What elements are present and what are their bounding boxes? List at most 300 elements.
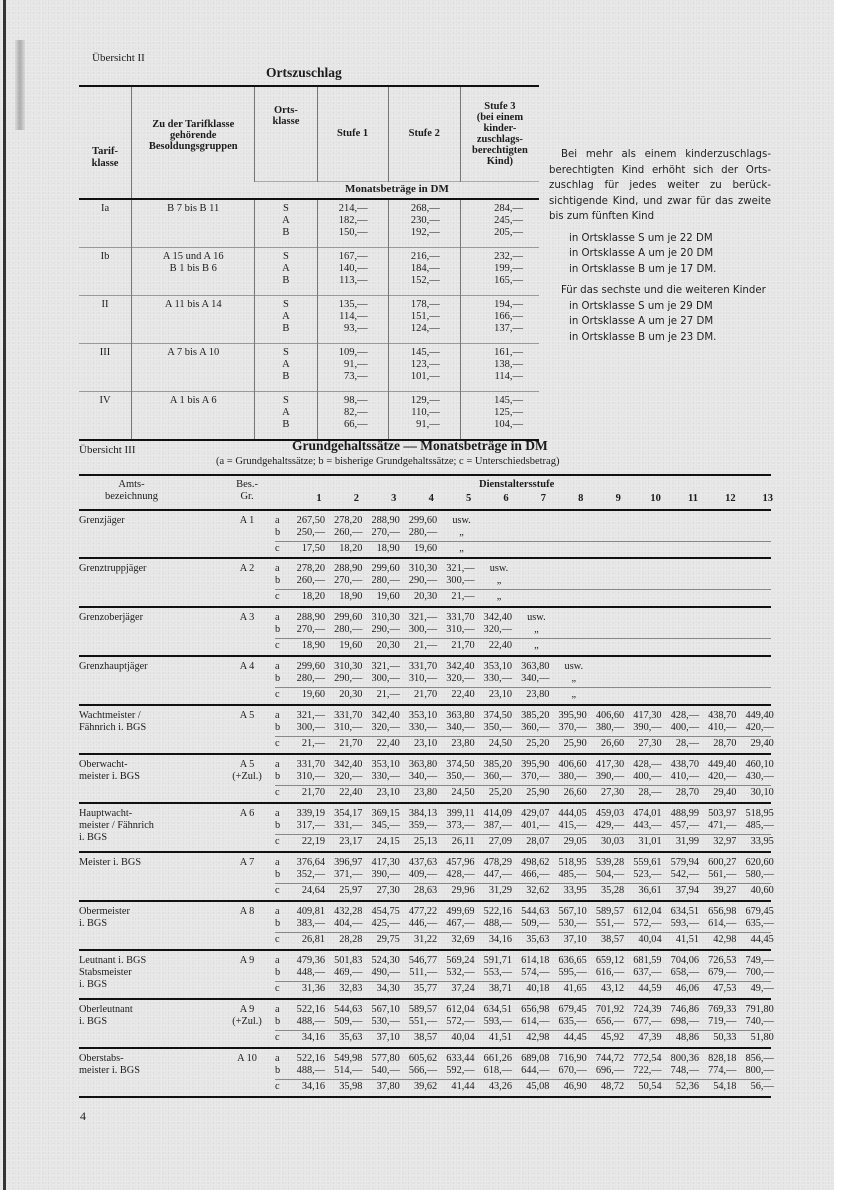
row-letter: a [275, 955, 280, 966]
salary-row-a [275, 1004, 774, 1016]
salary-row-a [275, 857, 774, 869]
page-fold-shadow [15, 40, 25, 130]
row-letter: c [275, 933, 280, 945]
salary-value: 503,97 [708, 808, 737, 819]
stufe1-value: 82,— [344, 406, 368, 418]
salary-value: 17,50 [301, 542, 325, 554]
besoldungsgruppen-cell [132, 248, 255, 296]
salary-value: 28,07 [526, 835, 550, 847]
note-list-2-item: in Ortsklasse S um je 29 DM [569, 300, 713, 312]
salary-value: 679,45 [558, 1004, 587, 1015]
salary-value: 572,— [633, 917, 662, 929]
salary-value: 410,— [670, 770, 699, 782]
amtsbezeichnung-text: Meister i. BGS [79, 857, 142, 868]
salary-value: 49,— [750, 982, 774, 994]
salary-value: 350,— [483, 721, 512, 733]
salary-value: 35,28 [601, 884, 625, 896]
salary-value: 698,— [670, 1015, 699, 1027]
salary-value: 443,— [633, 819, 662, 831]
header-stufe-3-text: Stufe 3 (bei einem kinder- zuschlags- berechtigten Kind) [472, 100, 528, 168]
stufe3-cell [460, 199, 539, 248]
salary-value: 574,— [521, 966, 550, 978]
header-step: 5 [465, 493, 472, 504]
besoldungsgruppe [222, 759, 272, 783]
header-step: 4 [428, 493, 434, 504]
salary-value: 471,— [708, 819, 737, 831]
besoldungsgruppe-text: A 2 [239, 563, 255, 574]
salary-value: 30,03 [601, 835, 625, 847]
salary-value: 290,— [334, 672, 363, 684]
besoldungsgruppe [222, 1004, 272, 1028]
salary-value: 33,95 [750, 835, 774, 847]
salary-value: 406,60 [595, 710, 625, 721]
stufe1-value: 167,— [338, 251, 368, 262]
salary-value: 48,86 [675, 1031, 699, 1043]
salary-value: 20,30 [376, 639, 400, 651]
salary-row-b [275, 1064, 774, 1077]
salary-value: 457,— [670, 819, 699, 831]
salary-value: 345,— [371, 819, 400, 831]
salary-value: 404,— [334, 917, 363, 929]
salary-value: 498,62 [521, 857, 550, 868]
row-letter: c [275, 982, 280, 994]
salary-value: 415,— [558, 819, 587, 831]
salary-value: 438,70 [708, 710, 737, 721]
amtsbezeichnung [79, 906, 229, 930]
salary-value: 593,— [670, 917, 699, 929]
salary-value: 722,— [633, 1064, 662, 1076]
salary-value: 25,90 [526, 786, 550, 798]
besoldungsgruppe [222, 515, 272, 527]
row-letter: a [275, 661, 280, 672]
salary-value: 28,— [675, 737, 699, 749]
ortsklasse-value: A [282, 214, 290, 226]
salary-group [79, 1000, 774, 1049]
salary-value: 18,90 [339, 590, 363, 602]
row-letter: a [275, 1004, 280, 1015]
salary-value: 390,— [371, 868, 400, 880]
overview-3-legend: (a = Grundgehaltssätze; b = bisherige Grundgehaltssätze; c = Unterschiedsbetrag) [216, 456, 560, 467]
salary-value: 681,59 [633, 955, 662, 966]
salary-value: 589,57 [408, 1004, 438, 1015]
salary-group [79, 706, 774, 755]
salary-value: 37,24 [451, 982, 475, 994]
salary-value: 18,20 [339, 542, 363, 554]
salary-value: 331,70 [296, 759, 325, 770]
salary-value: 444,05 [558, 808, 587, 819]
salary-value: 342,40 [446, 661, 475, 672]
salary-value: 385,20 [483, 759, 512, 770]
salary-value: 20,30 [339, 688, 363, 700]
header-step: 8 [578, 493, 584, 504]
header-dienstaltersstufe: Dienstaltersstufe [479, 479, 555, 490]
salary-value: 428,— [633, 759, 662, 770]
salary-value: 700,— [745, 966, 774, 978]
header-besoldungsgruppe-text: Bes.- Gr. [236, 479, 258, 502]
salary-value: 387,— [483, 819, 512, 831]
salary-value: 22,40 [488, 639, 512, 651]
stufe2-value: 145,— [410, 347, 440, 358]
header-ortsklasse [255, 86, 317, 182]
salary-value: 772,54 [633, 1053, 662, 1064]
row-letter: a [275, 563, 280, 574]
ortsklasse-value: S [283, 347, 289, 358]
salary-value: 41,44 [451, 1080, 475, 1092]
salary-value: 561,— [708, 868, 737, 880]
salary-value: 549,98 [334, 1053, 363, 1064]
salary-value: 370,— [558, 721, 587, 733]
salary-value: 485,— [558, 868, 587, 880]
stufe1-cell [317, 344, 388, 392]
stufe1-value: 93,— [344, 322, 368, 334]
salary-value: 40,04 [638, 933, 662, 945]
salary-value: 56,— [750, 1080, 774, 1092]
salary-value: 518,95 [745, 808, 774, 819]
salary-group [79, 657, 771, 706]
salary-value: 33,95 [563, 884, 587, 896]
salary-value: 634,51 [670, 906, 699, 917]
salary-row-a [275, 710, 774, 722]
salary-value: 31,99 [675, 835, 699, 847]
salary-value: 270,— [371, 526, 400, 538]
salary-value: 499,69 [446, 906, 475, 917]
salary-value: 37,10 [376, 1031, 400, 1043]
ortszuschlag-row [79, 248, 539, 296]
header-step: 2 [353, 493, 360, 504]
stufe2-value: 184,— [410, 262, 440, 274]
overview-3-title: Grundgehaltssätze — Monatsbeträge in DM [292, 438, 548, 453]
salary-value: 380,— [595, 721, 625, 733]
salary-value: 21,— [414, 639, 438, 651]
salary-value: 511,— [409, 966, 438, 978]
salary-value: 41,51 [488, 1031, 512, 1043]
ortsklasse-value: B [282, 418, 290, 430]
amtsbezeichnung [79, 857, 229, 869]
overview-2-label: Übersicht II [92, 52, 145, 64]
header-step: 12 [725, 493, 736, 504]
tarifklasse-cell [79, 344, 132, 392]
salary-row-a [275, 515, 771, 527]
salary-value: 331,70 [408, 661, 438, 672]
header-step: 1 [316, 493, 322, 504]
row-letter: b [275, 623, 281, 635]
amtsbezeichnung [79, 955, 229, 990]
salary-value: 250,— [296, 526, 325, 538]
salary-value: 390,— [595, 770, 625, 782]
salary-value: 637,— [633, 966, 662, 978]
salary-row-b [275, 721, 774, 734]
salary-value: „ [534, 623, 539, 635]
besoldungsgruppen-value: A 15 und A 16 B 1 bis B 6 [162, 251, 224, 274]
salary-value: 633,44 [446, 1053, 475, 1064]
salary-value: 321,— [408, 612, 438, 623]
salary-value: 437,63 [408, 857, 438, 868]
row-letter: c [275, 884, 280, 896]
salary-value: 363,80 [408, 759, 438, 770]
salary-value: 800,— [745, 1064, 774, 1076]
stufe3-value: 137,— [494, 322, 523, 334]
salary-value: 509,— [521, 917, 550, 929]
besoldungsgruppen-cell [132, 199, 255, 248]
stufe1-cell [317, 199, 388, 248]
header-besoldungsgruppen-text: Zu der Tarifklasse gehörende Besoldungsgruppen [148, 118, 238, 152]
note-list-2-item: in Ortsklasse B um je 23 DM. [569, 331, 717, 343]
ortsklasse-cell [255, 248, 317, 296]
tarifklasse-cell [79, 248, 132, 296]
salary-value: 32,62 [526, 884, 550, 896]
header-tarifklasse-text: Tarif- klasse [91, 146, 119, 169]
besoldungsgruppen-value: B 7 bis B 11 [167, 203, 220, 214]
salary-value: 310,— [408, 672, 438, 684]
amtsbezeichnung-text: Grenzhauptjäger [79, 661, 148, 672]
amtsbezeichnung [79, 515, 229, 527]
row-letter: b [275, 966, 281, 978]
row-letter: a [275, 906, 280, 917]
salary-value: 21,70 [301, 786, 325, 798]
salary-value: 719,— [708, 1015, 737, 1027]
salary-value: 509,— [334, 1015, 363, 1027]
salary-value: 488,— [296, 1064, 325, 1076]
salary-value: 385,20 [521, 710, 550, 721]
salary-value: 22,40 [339, 786, 363, 798]
salary-value: 22,40 [376, 737, 400, 749]
salary-value: 488,— [296, 1015, 325, 1027]
salary-value: 679,45 [745, 906, 774, 917]
salary-value: 704,06 [670, 955, 699, 966]
salary-value: 417,30 [595, 759, 625, 770]
salary-value: 278,20 [334, 515, 363, 526]
salary-row-a [275, 661, 771, 673]
salary-row-b [275, 917, 774, 930]
salary-value: 310,— [334, 721, 363, 733]
salary-value: 24,50 [451, 786, 475, 798]
salary-group [79, 511, 771, 559]
salary-value: 310,30 [408, 563, 438, 574]
salary-value: 400,— [633, 770, 662, 782]
salary-value: 477,22 [408, 906, 438, 917]
salary-value: 524,30 [371, 955, 400, 966]
header-stufe-1: Stufe 1 [317, 86, 388, 182]
salary-value: 288,90 [334, 563, 363, 574]
salary-value: 27,30 [601, 786, 625, 798]
amtsbezeichnung-text: Oberstabs- meister i. BGS [79, 1053, 140, 1076]
salary-value: 331,— [334, 819, 363, 831]
salary-value: 592,— [446, 1064, 475, 1076]
salary-value: 614,— [521, 1015, 550, 1027]
stufe2-cell [388, 392, 460, 441]
salary-group [79, 559, 771, 608]
stufe2-value: 151,— [410, 310, 440, 322]
salary-value: 395,90 [558, 710, 587, 721]
salary-row-b [275, 819, 774, 832]
header-stufe-2: Stufe 2 [388, 86, 460, 182]
salary-value: 331,70 [446, 612, 475, 623]
salary-value: 310,30 [371, 612, 400, 623]
salary-value: 769,33 [708, 1004, 737, 1015]
salary-value: 38,71 [488, 982, 512, 994]
salary-value: 457,96 [446, 857, 475, 868]
salary-group [79, 902, 774, 951]
tarifklasse-value: Ia [100, 203, 110, 214]
salary-value: 31,22 [414, 933, 438, 945]
stufe2-cell [388, 248, 460, 296]
tarifklasse-value: Ib [100, 251, 110, 262]
besoldungsgruppe [222, 1053, 272, 1065]
header-step: 10 [650, 493, 661, 504]
salary-value: 396,97 [334, 857, 363, 868]
besoldungsgruppen-value: A 11 bis A 14 [164, 299, 222, 310]
salary-group [79, 853, 774, 902]
salary-value: 679,— [708, 966, 737, 978]
salary-value: „ [571, 688, 577, 700]
salary-value: 425,— [371, 917, 400, 929]
stufe1-value: 109,— [338, 347, 368, 358]
amtsbezeichnung [79, 612, 229, 624]
page-number: 4 [80, 1109, 86, 1123]
besoldungsgruppe [222, 906, 272, 918]
stufe2-value: 101,— [410, 370, 440, 382]
amtsbezeichnung-text: Obermeister i. BGS [79, 906, 130, 929]
salary-value: 19,60 [414, 542, 438, 554]
salary-value: 22,40 [451, 688, 475, 700]
stufe3-cell [460, 392, 539, 441]
besoldungsgruppen-cell [132, 296, 255, 344]
header-tarifklasse [79, 86, 132, 199]
salary-value: 310,— [446, 623, 475, 635]
stufe2-value: 124,— [410, 322, 440, 334]
salary-value: 429,07 [521, 808, 550, 819]
row-letter: c [275, 590, 280, 602]
ortsklasse-value: S [283, 251, 289, 262]
salary-row-b [275, 673, 771, 685]
salary-value: 299,60 [296, 661, 325, 672]
salary-value: 559,61 [633, 857, 662, 868]
tarifklasse-cell [79, 392, 132, 441]
salary-value: 31,36 [301, 982, 325, 994]
salary-value: 577,80 [371, 1053, 400, 1064]
amtsbezeichnung-text: Grenztruppjäger [79, 563, 147, 574]
salary-value: 656,98 [521, 1004, 550, 1015]
row-letter: a [275, 759, 280, 770]
salary-value: 360,— [521, 721, 550, 733]
stufe1-value: 73,— [344, 370, 368, 382]
salary-row-c [275, 541, 771, 555]
salary-value: 353,10 [408, 710, 438, 721]
salary-row-a [275, 1053, 774, 1065]
salary-value: 47,39 [638, 1031, 662, 1043]
salary-value: 569,24 [446, 955, 475, 966]
salary-value: 580,— [745, 868, 774, 880]
salary-value: 532,— [446, 966, 475, 978]
salary-value: 29,96 [451, 884, 475, 896]
salary-row-b [275, 527, 771, 539]
salary-value: 539,28 [595, 857, 625, 868]
stufe2-value: 216,— [410, 251, 440, 262]
salary-value: 567,10 [558, 906, 587, 917]
salary-row-b [275, 624, 771, 636]
salary-value: 31,29 [488, 884, 512, 896]
salary-value: usw. [452, 515, 471, 526]
salary-value: 320,— [371, 721, 400, 733]
amtsbezeichnung [79, 808, 229, 843]
salary-row-a [275, 612, 771, 624]
salary-value: 38,57 [601, 933, 625, 945]
salary-value: 29,40 [750, 737, 774, 749]
ortsklasse-value: B [282, 226, 290, 238]
salary-value: „ [496, 590, 502, 602]
amtsbezeichnung [79, 661, 229, 673]
salary-value: 321,— [296, 710, 325, 721]
note-list-2-item: in Ortsklasse A um je 27 DM [569, 316, 714, 327]
salary-value: 383,— [296, 917, 325, 929]
salary-value: 696,— [595, 1064, 625, 1076]
salary-row-b [275, 1015, 774, 1028]
salary-value: 566,— [408, 1064, 438, 1076]
salary-value: 21,— [376, 688, 400, 700]
note-list-1-item: in Ortsklasse S um je 22 DM [569, 232, 713, 244]
salary-value: 36,61 [638, 884, 662, 896]
salary-value: 280,— [296, 672, 325, 684]
besoldungsgruppe-text: A 7 [239, 857, 255, 868]
ortsklasse-cell [255, 344, 317, 392]
page-edge-shadow [3, 0, 6, 1190]
tarifklasse-cell [79, 296, 132, 344]
salary-value: 25,97 [339, 884, 363, 896]
salary-group [79, 804, 774, 853]
row-letter: c [275, 542, 280, 554]
salary-value: 340,— [521, 672, 550, 684]
salary-value: 600,27 [708, 857, 737, 868]
salary-value: 744,72 [595, 1053, 625, 1064]
salary-value: 45,08 [526, 1080, 550, 1092]
salary-row-b [275, 868, 774, 881]
salary-value: 644,— [521, 1064, 550, 1076]
salary-value: 740,— [745, 1015, 774, 1027]
salary-value: 429,— [595, 819, 625, 831]
salary-value: „ [534, 639, 539, 651]
salary-value: 658,— [670, 966, 699, 978]
salary-value: 339,19 [296, 808, 325, 819]
salary-value: 612,04 [633, 906, 662, 917]
besoldungsgruppe-text: A 9 (+Zul.) [232, 1004, 262, 1027]
salary-value: 454,75 [371, 906, 400, 917]
salary-value: 474,01 [633, 808, 662, 819]
salary-value: 670,— [558, 1064, 587, 1076]
ortsklasse-value: A [282, 310, 290, 322]
stufe1-value: 135,— [338, 299, 368, 310]
salary-value: 270,— [296, 623, 325, 635]
salary-value: 47,53 [713, 982, 737, 994]
salary-value: 371,— [334, 868, 363, 880]
salary-row-c [275, 589, 771, 603]
salary-row-a [275, 955, 774, 967]
salary-value: 616,— [595, 966, 625, 978]
salary-value: 659,12 [595, 955, 625, 966]
salary-value: 800,36 [670, 1053, 699, 1064]
salary-value: 50,33 [713, 1031, 737, 1043]
salary-value: 300,— [446, 574, 475, 586]
salary-value: 52,36 [675, 1080, 699, 1092]
salary-value: 44,59 [638, 982, 662, 994]
salary-value: 359,— [408, 819, 438, 831]
salary-value: 18,90 [301, 639, 325, 651]
salary-value: 376,64 [296, 857, 325, 868]
stufe1-value: 150,— [338, 226, 368, 238]
besoldungsgruppe [222, 612, 272, 624]
stufe3-value: 165,— [494, 274, 523, 286]
tarifklasse-value: IV [99, 395, 111, 406]
note-list-1-item: in Ortsklasse A um je 20 DM [569, 248, 714, 259]
